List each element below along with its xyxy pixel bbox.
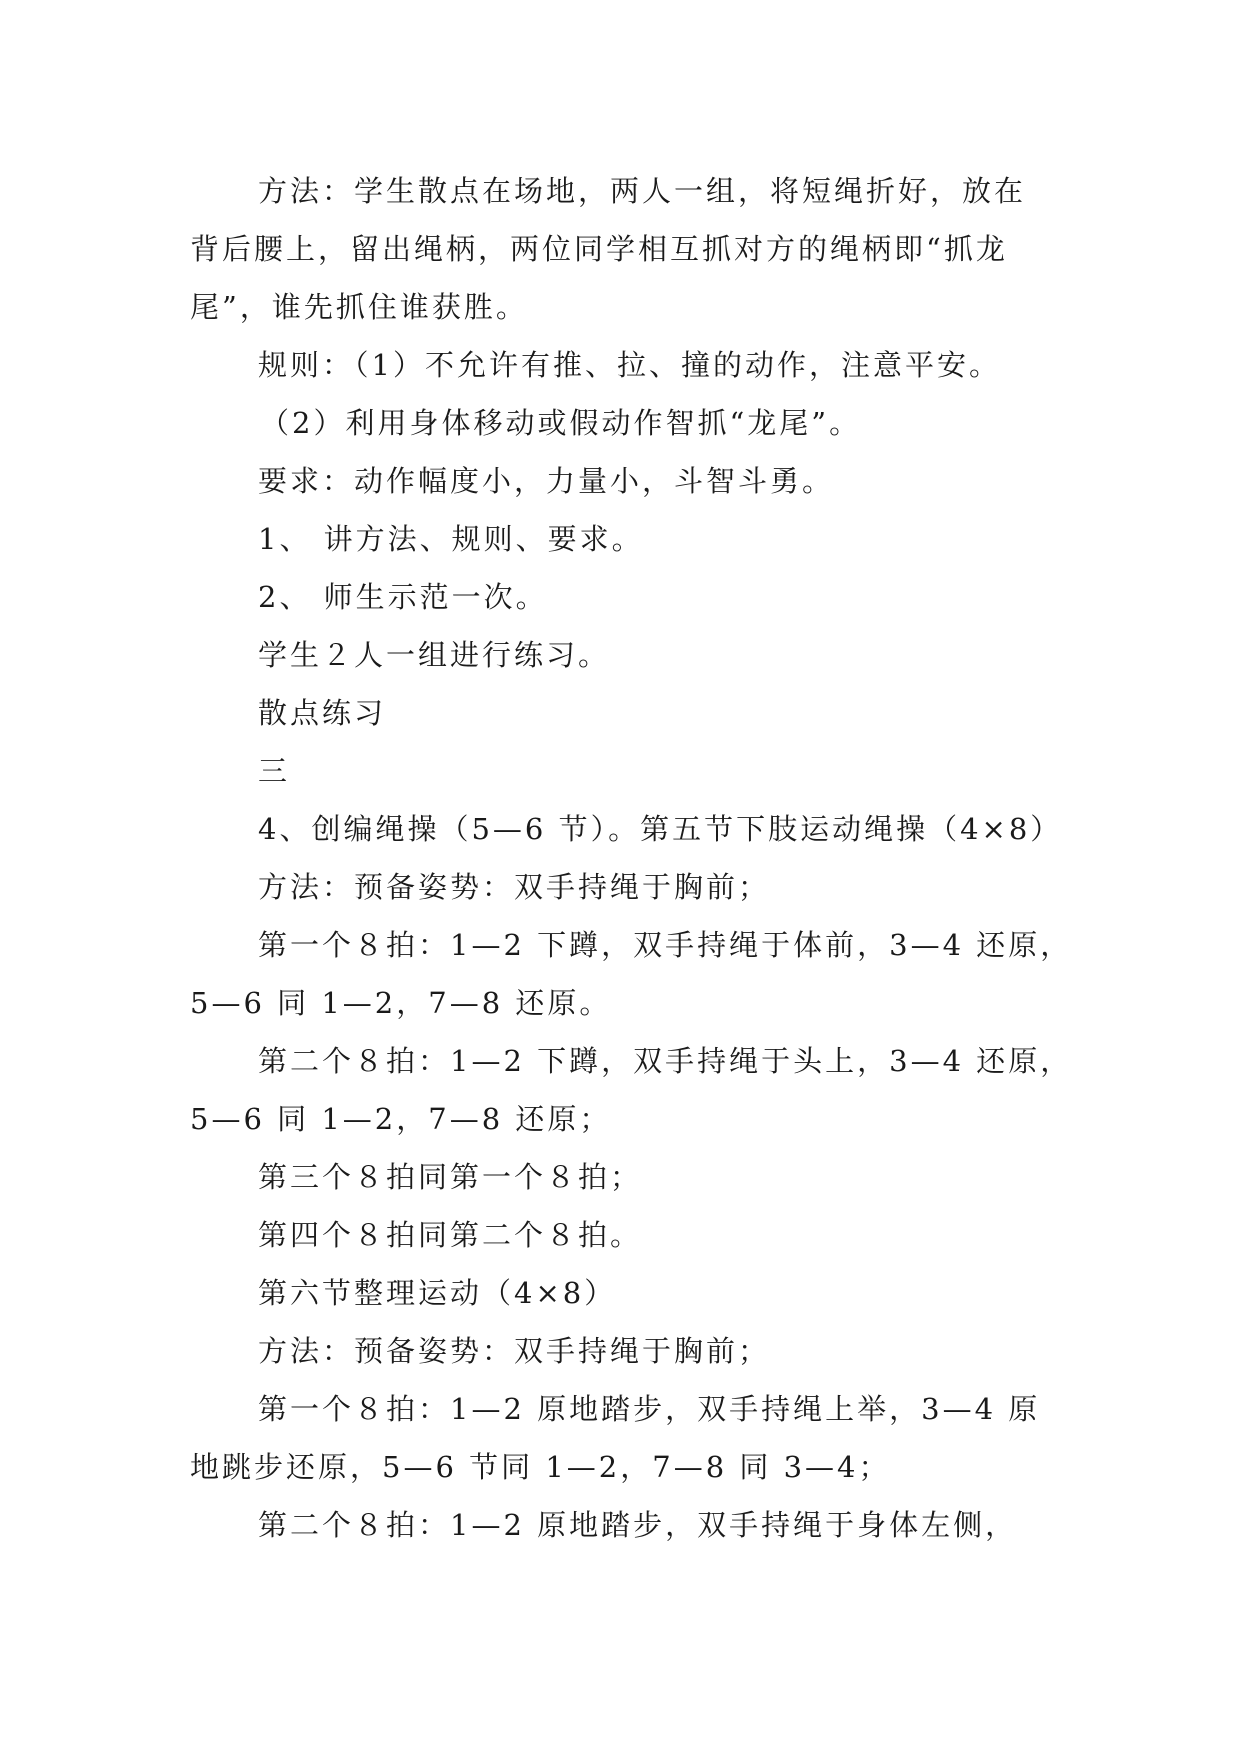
- paragraph-practice-pairs: 学生２人一组进行练习。: [258, 638, 611, 672]
- paragraph-cooldown-first-line-1: 第一个８拍：1—2 原地踏步，双手持绳上举，3—4 原: [258, 1392, 1041, 1426]
- paragraph-method-line-1: 方法：学生散点在场地，两人一组，将短绳折好，放在: [258, 174, 1027, 208]
- list-item-2: 2、 师生示范一次。: [258, 580, 548, 614]
- paragraph-rules: 规则：（1）不允许有推、拉、撞的动作，注意平安。: [258, 348, 1001, 382]
- paragraph-requirements: 要求：动作幅度小，力量小，斗智斗勇。: [258, 464, 835, 498]
- paragraph-method-line-2: 背后腰上，留出绳柄，两位同学相互抓对方的绳柄即“抓龙: [190, 232, 1008, 266]
- paragraph-second-eight-line-2: 5—6 同 1—2，7—8 还原；: [190, 1102, 612, 1136]
- paragraph-cooldown-second: 第二个８拍：1—2 原地踏步，双手持绳于身体左侧，: [258, 1508, 1018, 1542]
- paragraph-cooldown-first-line-2: 地跳步还原，5—6 节同 1—2，7—8 同 3—4；: [190, 1450, 891, 1484]
- paragraph-section-six-heading: 第六节整理运动（4×8）: [258, 1276, 617, 1310]
- paragraph-method-line-3: 尾”，谁先抓住谁获胜。: [190, 290, 528, 324]
- paragraph-first-eight-line-1: 第一个８拍：1—2 下蹲，双手持绳于体前，3—4 还原，: [258, 928, 1073, 962]
- list-item-1: 1、 讲方法、规则、要求。: [258, 522, 644, 556]
- paragraph-first-eight-line-2: 5—6 同 1—2，7—8 还原。: [190, 986, 612, 1020]
- paragraph-method-ready-2: 方法：预备姿势：双手持绳于胸前；: [258, 1334, 771, 1368]
- paragraph-second-eight-line-1: 第二个８拍：1—2 下蹲，双手持绳于头上，3—4 还原，: [258, 1044, 1073, 1078]
- document-body: [190, 162, 1073, 1554]
- paragraph-third-eight: 第三个８拍同第一个８拍；: [258, 1160, 643, 1194]
- paragraph-rope-exercise-heading: 4、创编绳操（5—6 节）。第五节下肢运动绳操（4×8）: [258, 812, 1063, 846]
- paragraph-rule-2: （2）利用身体移动或假动作智抓“龙尾”。: [260, 406, 862, 440]
- paragraph-scattered-practice: 散点练习: [258, 696, 387, 730]
- section-marker: 三: [258, 754, 291, 788]
- paragraph-method-ready: 方法：预备姿势：双手持绳于胸前；: [258, 870, 771, 904]
- paragraph-fourth-eight: 第四个８拍同第二个８拍。: [258, 1218, 643, 1252]
